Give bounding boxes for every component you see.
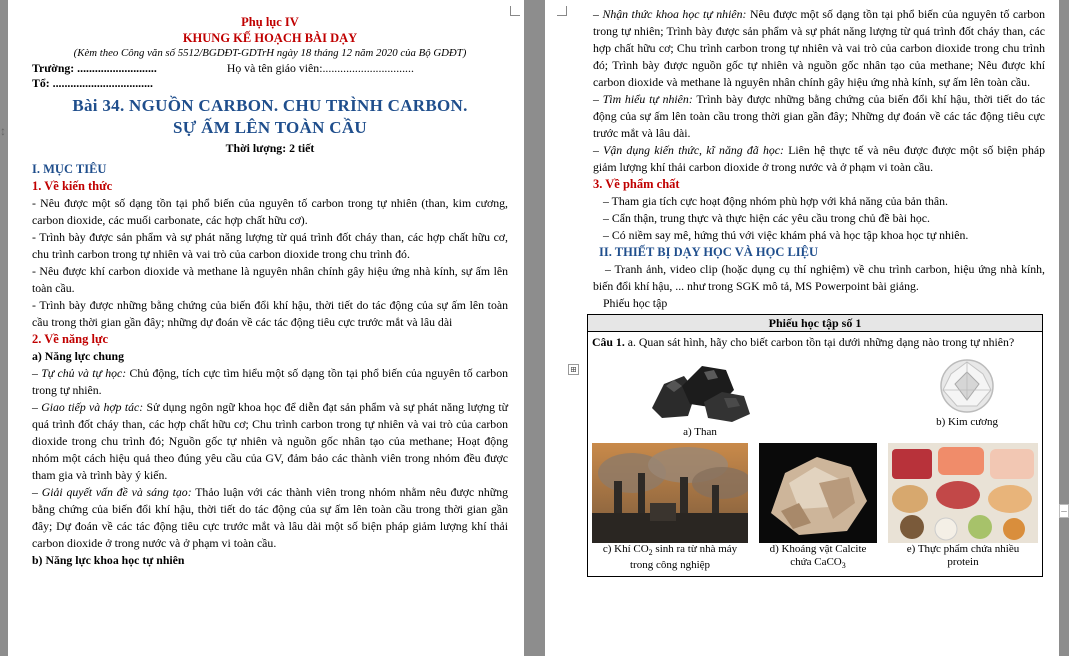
worksheet-question	[592, 334, 1038, 350]
natural-science-awareness	[593, 6, 1045, 91]
caption-text: sinh ra từ nhà máy	[652, 543, 738, 555]
caption-text: c) Khí CO	[602, 543, 649, 555]
caption-text: chứa CaCO	[790, 556, 842, 568]
worksheet-label: Phiếu học tập	[603, 296, 668, 310]
ruler-marker: ↕	[0, 124, 6, 138]
question-number: Câu 1.	[592, 335, 625, 349]
competence-lead: – Tìm hiểu tự nhiên:	[593, 92, 693, 106]
competence-text: Trình bày được những bằng chứng của biến đổi khí hậu, thời tiết do tác động của sự ấm lên toàn cầu trong thời gian gần đây; Những dự đoán về các tác động tiêu cực trước mắt và lâu dài.	[593, 92, 1045, 140]
competence-text: Liên hệ thực tế và nêu được được một số biện pháp giảm lượng khí thải carbon dioxide ở trong nước và ở phạm vi toàn cầu.	[593, 143, 1045, 174]
group-row	[32, 76, 508, 91]
caption-calcite-line2	[790, 556, 845, 572]
quality-item-1: – Tham gia tích cực hoạt động nhóm phù hợp với khả năng của bản thân.	[603, 194, 948, 208]
caption-coal: a) Than	[683, 426, 717, 438]
worksheet-body	[588, 332, 1042, 576]
margin-corner-mark	[557, 6, 567, 16]
frame-title: KHUNG KẾ HOẠCH BÀI DẠY	[182, 31, 358, 45]
lesson-title-line1: Bài 34. NGUỒN CARBON. CHU TRÌNH CARBON.	[72, 96, 468, 115]
section-qualities: 3. Về phẩm chất	[593, 177, 680, 191]
quality-item-2: – Cẩn thận, trung thực và thực hiện các yêu cầu trong chủ đề bài học.	[603, 211, 930, 225]
diamond-image	[937, 356, 997, 416]
caption-factory-line2: trong công nghiệp	[629, 559, 711, 572]
page-2[interactable]	[545, 0, 1059, 656]
caption-protein-line1: e) Thực phẩm chứa nhiều	[906, 543, 1020, 555]
competence-self-study	[32, 365, 508, 399]
figure-factory	[592, 443, 748, 572]
figure-protein-food	[888, 443, 1038, 572]
page-side-tab[interactable]: –	[1059, 504, 1069, 518]
duration: Thời lượng: 2 tiết	[225, 141, 315, 155]
competence-text: Sử dụng ngôn ngữ khoa học để diễn đạt sản phẩm và sự phát năng lượng từ quá trình đốt cháy than, các hợp chất hữu cơ; Chu trình carbon trong tự nhiên và vai trò của carbon dioxide trong chu trình đó; Nguồn gốc tự nhiên và nguồn gốc nhân tạo của methane; Hoạt động nhóm một cách hiệu quả theo đúng yêu cầu của GV, đảm bảo các thành viên trong nhóm đều được tham gia và trình bày ý kiến.	[32, 400, 509, 482]
section-competence: 2. Về năng lực	[32, 332, 109, 346]
question-text: a. Quan sát hình, hãy cho biết carbon tồn tại dưới những dạng nào trong tự nhiên?	[624, 335, 1015, 349]
appendix-label: Phụ lục IV	[241, 15, 299, 29]
subscript-3: 3	[841, 561, 846, 571]
figure-diamond	[936, 356, 998, 439]
image-row-top	[592, 356, 1038, 439]
quality-item-3: – Có niềm say mê, hứng thú với việc khám phá và học tập khoa học tự nhiên.	[603, 228, 969, 242]
knowledge-item-2: - Trình bày được sản phẩm và sự phát năng lượng từ quá trình đốt cháy than, các hợp chất hữu cơ, chu trình carbon trong tự nhiên và vai trò của carbon dioxide trong chu trình đó.	[32, 230, 508, 261]
natural-science-apply	[593, 142, 1045, 176]
knowledge-item-3: - Nêu được khí carbon dioxide và methane là nguyên nhân chính gây hiệu ứng nhà kính, sự ấm lên toàn cầu.	[32, 264, 508, 295]
competence-text: Chủ động, tích cực tìm hiểu một số dạng tồn tại phổ biến của nguyên tố carbon trong tự nhiên.	[32, 366, 508, 397]
section-knowledge: 1. Về kiến thức	[32, 179, 113, 193]
worksheet-title: Phiếu học tập số 1	[588, 315, 1042, 332]
competence-lead: – Tự chủ và tự học:	[32, 366, 127, 380]
caption-protein-line2: protein	[947, 556, 979, 568]
competence-communication	[32, 399, 508, 484]
knowledge-item-4: - Trình bày được những bằng chứng của biến đổi khí hậu, thời tiết do tác động của sự ấm lên toàn cầu trong thời gian gần đây; những dự đoán về các tác động tiêu cực trước mắt và lâu dài	[32, 298, 508, 329]
competence-lead: – Giao tiếp và hợp tác:	[32, 400, 144, 414]
lesson-title-line2: SỰ ẤM LÊN TOÀN CẦU	[173, 118, 367, 137]
caption-diamond: b) Kim cương	[936, 416, 998, 428]
margin-corner-mark	[510, 6, 520, 16]
competence-text: Nêu được một số dạng tồn tại phổ biến của nguyên tố carbon trong tự nhiên; Trình bày được sản phẩm và sự phát năng lượng từ quá trình đốt cháy than, các hợp chất hữu cơ; Chu trình carbon trong tự nhiên và vai trò của carbon dioxide trong chu trình đó; Trình bày được nguồn gốc tự nhiên và nguồn gốc nhân tạo của methane; Nêu được khí carbon dioxide và methane là nguyên nhân chính gây hiệu ứng nhà kính, sự ấm lên toàn cầu.	[593, 7, 1045, 89]
page-1[interactable]	[8, 0, 524, 656]
natural-science-explore	[593, 91, 1045, 142]
school-field[interactable]: Trường: ...........................	[32, 61, 157, 75]
teacher-field[interactable]: Họ và tên giáo viên:...............................	[226, 61, 414, 75]
image-row-bottom	[592, 443, 1038, 572]
figure-calcite	[759, 443, 877, 572]
competence-lead: – Giải quyết vấn đề và sáng tạo:	[32, 485, 192, 499]
competence-lead: – Nhận thức khoa học tự nhiên:	[593, 7, 747, 21]
subsection-natural-science: b) Năng lực khoa học tự nhiên	[32, 553, 185, 567]
section-objectives: I. MỤC TIÊU	[32, 162, 107, 176]
figure-coal	[644, 356, 756, 439]
subscript-2: 2	[648, 548, 653, 558]
document-note: (Kèm theo Công văn số 5512/BGDĐT-GDTrH ngày 18 tháng 12 năm 2020 của Bộ GDĐT)	[73, 47, 467, 59]
school-teacher-row	[32, 61, 508, 76]
subsection-general: a) Năng lực chung	[32, 349, 124, 363]
competence-text: Thảo luận với các thành viên trong nhóm nhằm nêu được những bằng chứng của biến đổi khí hậu, thời tiết do tác động của sự ấm lên toàn cầu trong thời gian gần đây; Dự đoán về các tác động tiêu cực trước mắt và lâu dài một số biện pháp giảm lượng khí thải carbon dioxide ở trong nước và ở phạm vi toàn cầu.	[32, 485, 508, 550]
table-move-handle[interactable]: ⊞	[568, 364, 579, 375]
coal-image	[644, 356, 756, 426]
competence-lead: – Vận dụng kiến thức, kĩ năng đã học:	[593, 143, 784, 157]
calcite-image	[759, 443, 877, 543]
protein-food-image	[888, 443, 1038, 543]
knowledge-item-1: - Nêu được một số dạng tồn tại phổ biến của nguyên tố carbon trong tự nhiên (than, kim cương, carbon dioxide, các muối carbonate, các hợp chất hữu cơ).	[32, 196, 508, 227]
competence-problem-solving	[32, 484, 508, 552]
equipment-text: – Tranh ảnh, video clip (hoặc dụng cụ thí nghiệm) về chu trình carbon, hiệu ứng nhà kính, biến đổi khí hậu, ... như trong SGK mô tả, MS Powerpoint bài giảng.	[593, 262, 1045, 293]
section-equipment: II. THIẾT BỊ DẠY HỌC VÀ HỌC LIỆU	[599, 245, 819, 259]
worksheet-table[interactable]	[587, 314, 1043, 577]
group-field[interactable]: Tổ: ..................................	[32, 76, 153, 90]
factory-smoke-image	[592, 443, 748, 543]
caption-calcite-line1: d) Khoáng vật Calcite	[769, 543, 867, 555]
caption-factory-line1	[603, 543, 737, 559]
